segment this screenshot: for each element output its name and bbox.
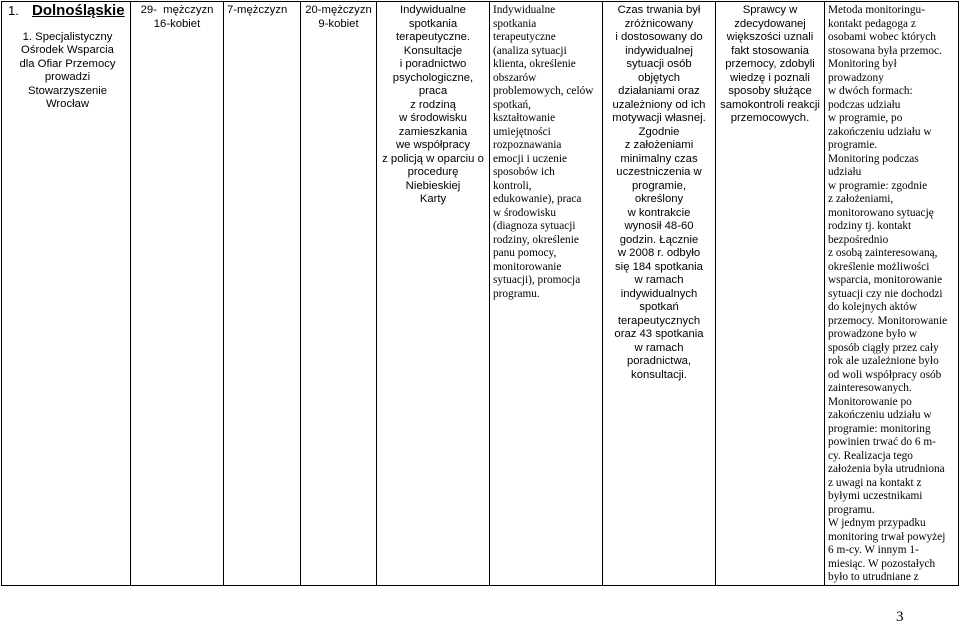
participants-total-line: 29- mężczyzn [140, 4, 214, 16]
effects-line: większości uznali [726, 31, 814, 43]
monitoring-line: udziału [828, 166, 862, 178]
duration-line: uczestniczenia w [616, 166, 702, 178]
monitoring-line: do kolejnych aktów [828, 301, 918, 313]
monitoring-line: rodziny tj. kontakt [828, 220, 912, 232]
forms-line: i poradnictwo [399, 58, 467, 70]
monitoring-line: w programie: zgodnie [828, 179, 928, 192]
monitoring-line: określenie możliwości [828, 260, 930, 273]
duration-line: indywidualnej [625, 44, 693, 57]
content-line: sytuacji), promocja [493, 274, 581, 286]
region-cell [2, 2, 131, 586]
monitoring-line: 6 m-cy. W innym 1- [828, 544, 919, 556]
monitoring-line: cy. Realizacja tego [828, 449, 913, 462]
effects-line: wiedzę i poznali [730, 71, 810, 84]
content-line: monitorowanie [493, 260, 562, 273]
participants-20-cell [301, 2, 377, 586]
duration-line: w ramach [634, 341, 684, 354]
content-line: rozpoznawania [493, 139, 562, 151]
region-name: Dolnośląskie [32, 2, 125, 19]
participants-20-line: 9-kobiet [318, 17, 359, 30]
monitoring-line: przemocy. Monitorowanie [828, 314, 948, 327]
organization-name [8, 31, 127, 112]
content-line: panu pomocy, [493, 247, 557, 259]
duration-line: spotkań [639, 301, 679, 313]
forms-line: w środowisku [399, 112, 467, 124]
monitoring-line: sposób ciągły przez cały [828, 341, 939, 354]
content-line: (diagnoza sytuacji [493, 220, 576, 232]
forms-line: zamieszkania [398, 125, 468, 138]
monitoring-line: monitorowano sytuację [828, 206, 934, 219]
participants-total-cell [131, 2, 224, 586]
monitoring-line: z uwagi na kontakt z [828, 476, 922, 489]
page-number: 3 [896, 609, 904, 625]
effects-line: fakt stosowania [731, 44, 809, 57]
duration-line: indywidualnych [620, 287, 698, 300]
monitoring-line: z założeniami, [828, 193, 894, 205]
organization-line: prowadzi [44, 71, 91, 83]
content-line: spotkań, [493, 98, 531, 111]
participants-20-line: 20-mężczyzn [305, 4, 372, 16]
duration-line: objętych [637, 71, 681, 84]
duration-line: uzależniony od ich [612, 98, 706, 111]
monitoring-line: Monitoring podczas [828, 152, 919, 165]
monitoring-line: w dwóch formach: [828, 85, 913, 97]
monitoring-line: zakończeniu udziału w [828, 409, 932, 421]
content-line: Indywidualne [493, 4, 556, 16]
duration-line: Zgodnie [638, 125, 680, 138]
monitoring-line: stosowana była przemoc. [828, 44, 942, 57]
duration-line: zróżnicowany [624, 17, 694, 30]
duration-line: sytuacji osób [626, 58, 692, 70]
monitoring-line: Metoda monitoringu- [828, 4, 925, 16]
monitoring-line: kontakt pedagoga z [828, 17, 916, 30]
monitoring-line: miesiąc. W pozostałych [828, 557, 936, 570]
forms-cell [377, 2, 490, 586]
duration-line: konsultacji. [631, 368, 687, 381]
effects-line: przemocy, zdobyli [725, 58, 815, 70]
monitoring-line: Monitorowanie po [828, 395, 912, 408]
monitoring-line: rok ale uzależnione było [828, 355, 939, 367]
content-line: kontroli, [493, 179, 532, 192]
monitoring-line: założenia była utrudniona [828, 463, 945, 475]
monitoring-line: z osobą zainteresowaną, [828, 247, 938, 259]
duration-line: terapeutycznych [617, 314, 701, 327]
duration-line: działaniami oraz [618, 85, 700, 97]
effects-line: Sprawcy w [742, 4, 798, 16]
monitoring-line: podczas udziału [828, 98, 901, 111]
monitoring-line: zakończeniu udziału w [828, 125, 932, 138]
effects-line: samokontroli reakcji [720, 98, 820, 111]
monitoring-cell [825, 2, 959, 586]
forms-line: z rodziną [410, 98, 456, 111]
content-line: emocji i uczenie [493, 152, 568, 165]
content-line: spotkania [493, 17, 537, 30]
duration-line: określony [634, 193, 684, 205]
monitoring-line: wsparcia, monitorowanie [828, 274, 943, 286]
organization-line: 1. Specjalistyczny [22, 30, 113, 43]
participants-total-line: 16-kobiet [153, 17, 201, 30]
table-row [2, 2, 959, 586]
monitoring-line: programie. [828, 139, 878, 151]
monitoring-line: programie: monitoring [828, 422, 931, 435]
monitoring-line: byłymi uczestnikami [828, 490, 923, 502]
monitoring-line: prowadzone było w [828, 328, 918, 340]
monitoring-line: było to utrudniane z [828, 571, 919, 583]
content-line: problemowych, celów [493, 85, 594, 97]
content-line: obszarów [493, 71, 537, 84]
forms-line: Karty [419, 193, 447, 205]
duration-line: z założeniami [624, 139, 694, 151]
duration-line: w ramach [634, 274, 684, 286]
effects-cell [716, 2, 825, 586]
organization-line: dla Ofiar Przemocy [19, 57, 116, 70]
duration-line: godzin. Łącznie [619, 233, 699, 246]
content-line: klienta, określenie [493, 58, 576, 70]
content-cell [490, 2, 603, 586]
monitoring-line: prowadzony [828, 71, 884, 84]
content-line: kształtowanie [493, 112, 556, 124]
duration-cell [603, 2, 716, 586]
monitoring-line: sytuacji czy nie dochodzi [828, 287, 943, 300]
content-line: programu. [493, 287, 540, 300]
duration-line: wynosił 48-60 [624, 220, 694, 232]
monitoring-line: programu. [828, 503, 875, 516]
forms-line: terapeutyczne. [395, 31, 471, 43]
forms-line: we współpracy [395, 139, 471, 151]
monitoring-line: od woli współpracy osób [828, 368, 942, 381]
duration-line: poradnictwa, [626, 355, 692, 367]
duration-line: w 2008 r. odbyło [617, 247, 701, 259]
duration-line: motywacji własnej. [612, 112, 706, 124]
participants-7-text: 7-mężczyzn [227, 4, 288, 16]
content-line: rodziny, określenie [493, 233, 579, 246]
monitoring-line: osobami wobec których [828, 31, 936, 43]
forms-line: Konsultacje [403, 44, 463, 57]
monitoring-line: monitoring trwał powyżej [828, 530, 946, 543]
duration-line: się 184 spotkania [615, 260, 703, 273]
participants-7-cell [224, 2, 301, 586]
duration-line: oraz 43 spotkania [614, 328, 704, 340]
row-number: 1. [8, 3, 19, 18]
content-line: sposobów ich [493, 166, 555, 178]
forms-line: spotkania [408, 17, 458, 30]
monitoring-line: W jednym przypadku [828, 517, 926, 529]
effects-line: zdecydowanej [734, 17, 806, 30]
effects-line: sposoby służące [728, 85, 812, 97]
content-line: w środowisku [493, 206, 557, 219]
forms-line: procedurę Niebieskiej [405, 166, 462, 192]
forms-line: z policją w oparciu o [382, 152, 484, 165]
content-line: edukowanie), praca [493, 193, 582, 205]
duration-line: i dostosowany do [615, 31, 703, 43]
content-line: umiejętności [493, 125, 551, 138]
organization-line: Stowarzyszenie [27, 84, 108, 97]
duration-line: programie, [632, 179, 686, 192]
forms-line: psychologiczne, praca [392, 71, 477, 97]
content-line: (analiza sytuacji [493, 44, 567, 57]
duration-line: minimalny czas [620, 152, 698, 165]
forms-line: Indywidualne [400, 4, 466, 16]
monitoring-line: w programie, po [828, 112, 903, 124]
effects-line: przemocowych. [730, 112, 810, 124]
monitoring-line: Monitoring był [828, 58, 897, 70]
duration-line: Czas trwania był [617, 4, 701, 16]
monitoring-line: powinien trwać do 6 m- [828, 436, 936, 448]
content-line: terapeutyczne [493, 31, 556, 43]
organization-line: Ośrodek Wsparcia [21, 44, 114, 56]
monitoring-line: bezpośrednio [828, 233, 889, 246]
organization-line: Wrocław [45, 98, 90, 110]
duration-line: w kontrakcie [627, 206, 691, 219]
program-table [1, 1, 959, 586]
monitoring-line: zainteresowanych. [828, 382, 912, 394]
